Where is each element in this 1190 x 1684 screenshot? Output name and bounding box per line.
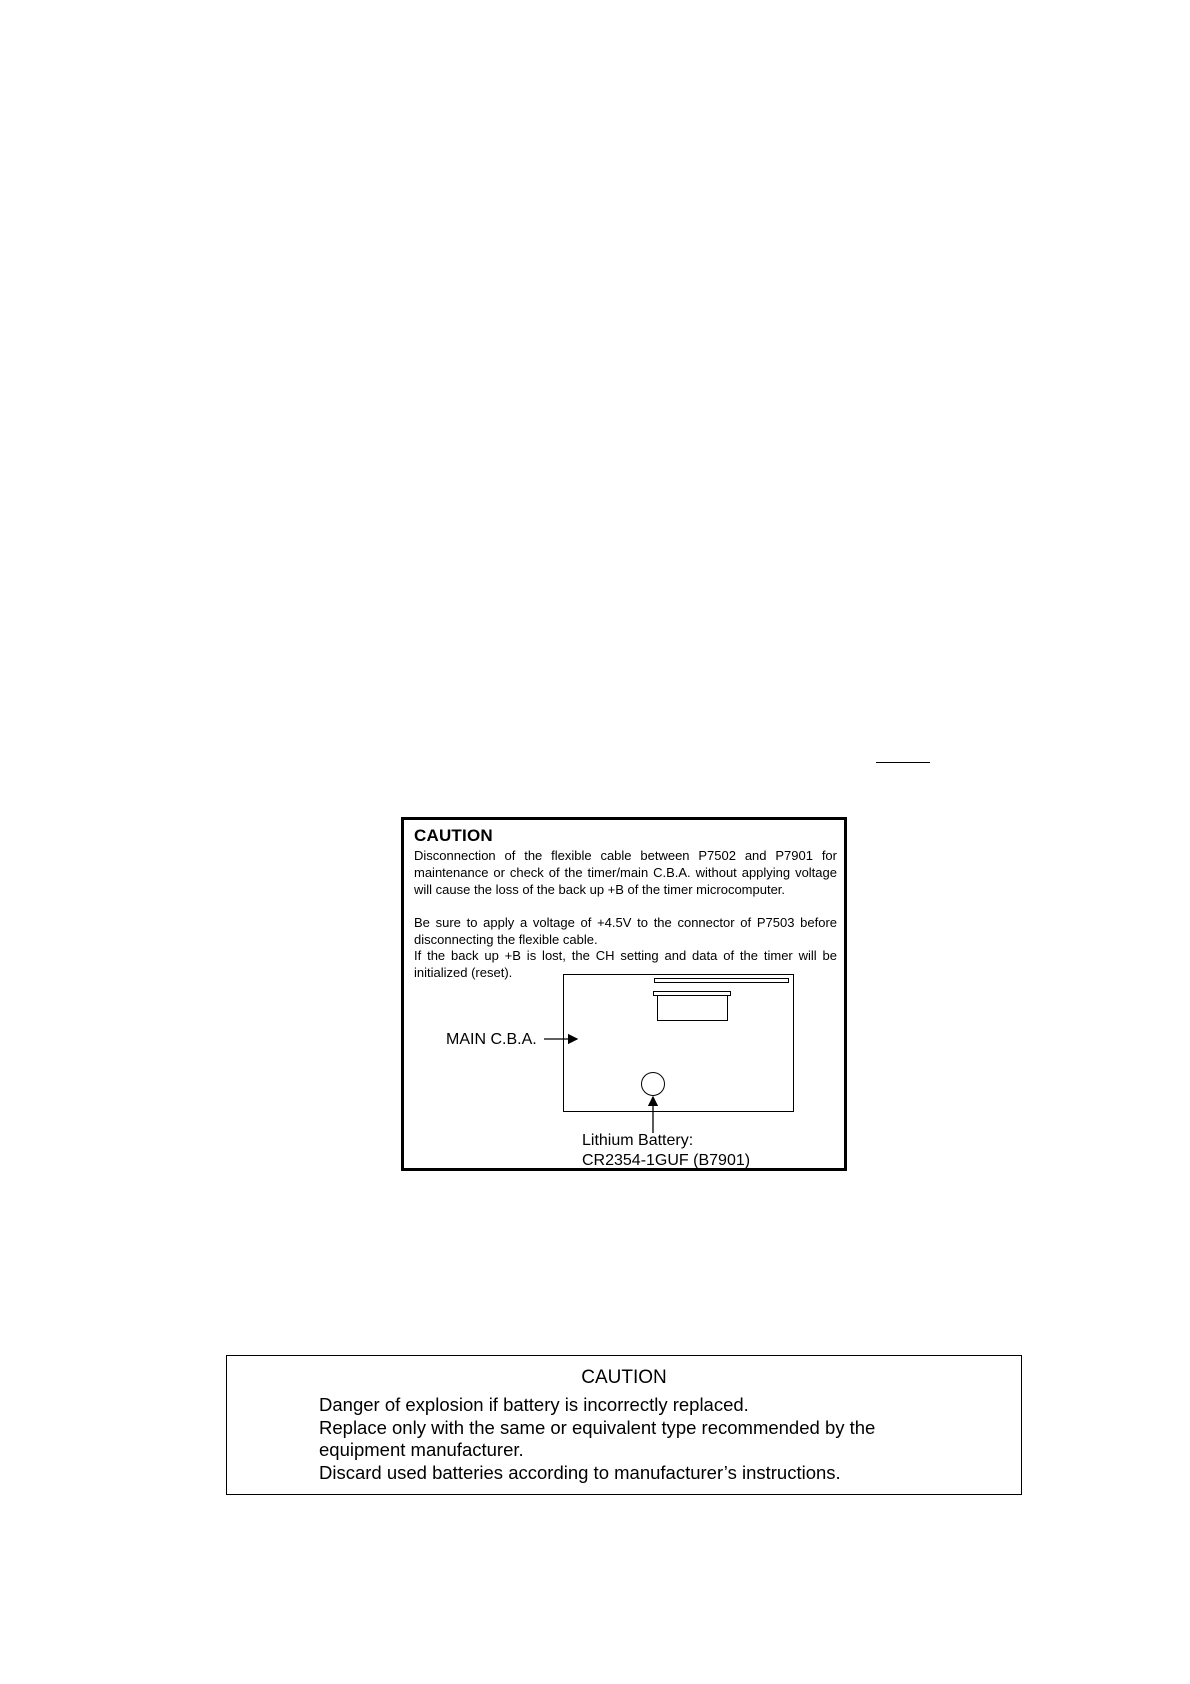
battery-label-line-2: CR2354-1GUF (B7901) (582, 1152, 751, 1169)
battery-warning-line: Discard used batteries according to manufacturer’s instructions. (319, 1461, 841, 1483)
battery-label (582, 1131, 750, 1171)
battery-warning-line: Danger of explosion if battery is incorrectly replaced. (319, 1394, 749, 1415)
battery-warning-line: Replace only with the same or equivalent type recommended by the (319, 1416, 876, 1438)
caution-paragraph-1: Disconnection of the flexible cable between P7502 and P7901 for maintenance or check of the timer/main C.B.A. without applying voltage will cause the loss of the back up +B of the timer microcomputer. (414, 848, 837, 897)
battery-label-line-1: Lithium Battery: (582, 1132, 694, 1149)
caution-panel-title: CAUTION (414, 826, 493, 845)
underline-mark (876, 762, 930, 763)
battery-warning-box (226, 1355, 1022, 1495)
main-cba-label: MAIN C.B.A. (446, 1031, 537, 1048)
caution-panel (401, 817, 847, 1171)
battery-warning-line: equipment manufacturer. (319, 1439, 524, 1460)
caution-paragraph-2: Be sure to apply a voltage of +4.5V to the connector of P7503 before disconnecting the flexible cable. (414, 915, 837, 947)
battery-warning-lines (319, 1394, 875, 1484)
caution-paragraph-3: If the back up +B is lost, the CH setting and data of the timer will be initialized (reset). (414, 948, 837, 980)
diagram-arrows (404, 820, 844, 1170)
battery-warning-title: CAUTION (581, 1367, 667, 1388)
